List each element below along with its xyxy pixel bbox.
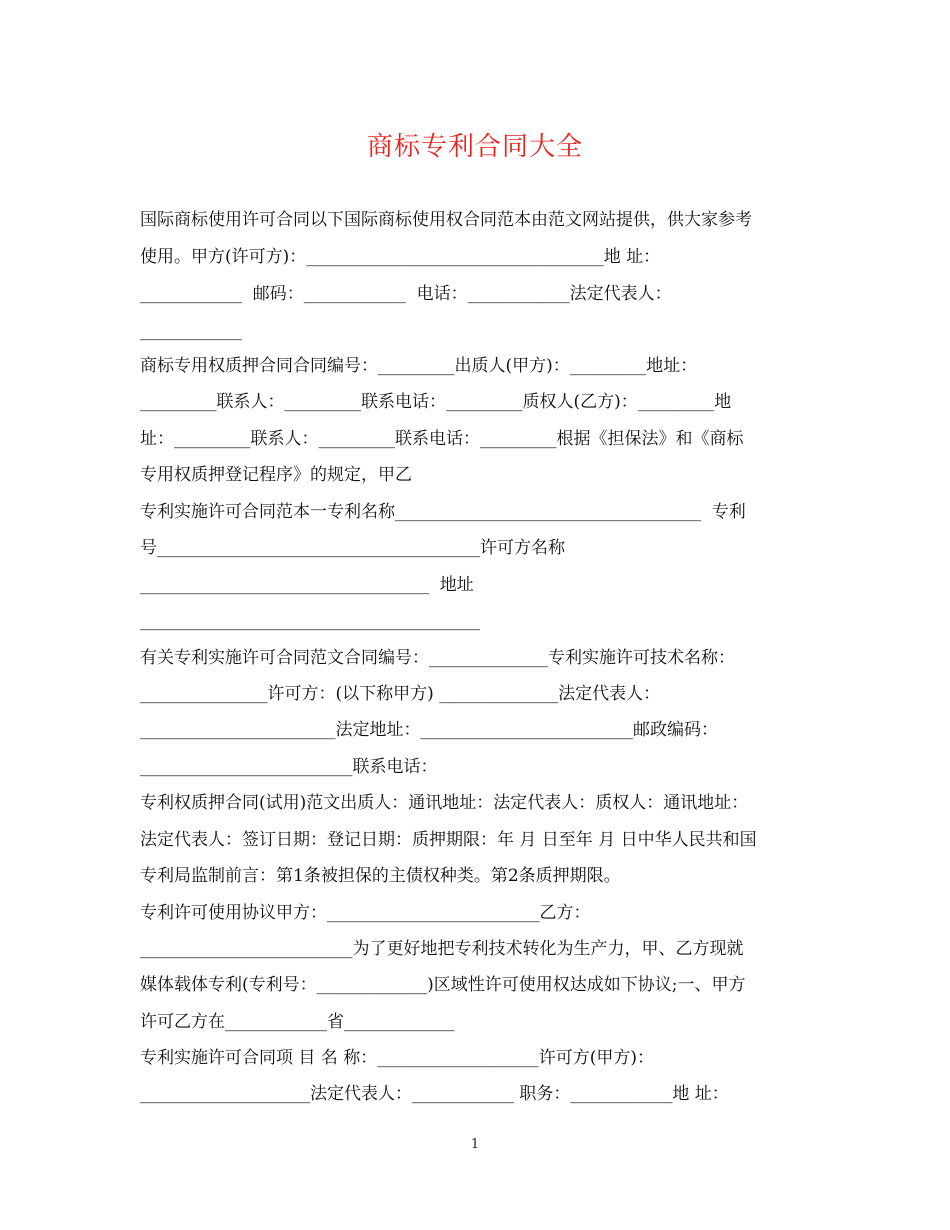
- body-line: _________联系人：_________联系电话：_________质权人(乙方)：_________地: [140, 392, 732, 412]
- body-line: 商标专用权质押合同合同编号：_________出质人(甲方)：_________地址：: [140, 356, 698, 376]
- body-line: 媒体载体专利(专利号：_____________)区域性许可使用权达成如下协议;一、甲方: [140, 975, 746, 995]
- body-line: 专利实施许可合同项 目 名 称：___________________许可方(甲方)：: [140, 1048, 654, 1068]
- body-line: 专利权质押合同(试用)范文出质人：通讯地址：法定代表人：质权人：通讯地址：: [140, 793, 749, 813]
- body-line: __________________________________ 地址: [140, 575, 474, 595]
- body-line: ____________ 邮码：____________ 电话：____________法定代表人：: [140, 284, 672, 304]
- body-line: 号______________________________________许可方名称: [140, 538, 565, 558]
- body-line: ____________________法定代表人：____________ 职务：____________地 址：: [140, 1084, 729, 1104]
- body-line: 许可乙方在____________省_____________: [140, 1012, 455, 1032]
- body-line: 法定代表人：签订日期：登记日期：质押期限：年 月 日至年 月 日中华人民共和国: [140, 830, 757, 850]
- body-line: _________________________为了更好地把专利技术转化为生产力，甲、乙方现就: [140, 939, 744, 959]
- body-line: 专利实施许可合同范本一专利名称____________________________________ 专利: [140, 502, 746, 522]
- body-line: _______________许可方：(以下称甲方) ______________法定代表人：: [140, 684, 661, 704]
- body-line: 有关专利实施许可合同范文合同编号：______________专利实施许可技术名称：: [140, 648, 735, 668]
- body-line: _________________________联系电话：: [140, 757, 438, 777]
- body-line: 国际商标使用许可合同以下国际商标使用权合同范本由范文网站提供，供大家参考: [140, 210, 752, 230]
- body-line: ____________: [140, 321, 242, 341]
- body-line: ________________________________________: [140, 611, 480, 631]
- body-line: _______________________法定地址：_________________________邮政编码：: [140, 720, 718, 740]
- body-line: 专利局监制前言：第1条被担保的主债权种类。第2条质押期限。: [140, 866, 621, 886]
- page-number: 1: [470, 1137, 480, 1152]
- body-line: 址：_________联系人：_________联系电话：_________根据《担保法》和《商标: [140, 429, 744, 449]
- body-line: 使用。甲方(许可方)：___________________________________地 址：: [140, 247, 661, 267]
- body-line: 专用权质押登记程序》的规定，甲乙: [140, 465, 412, 485]
- document-title: 商标专利合同大全: [366, 132, 583, 162]
- body-line: 专利许可使用协议甲方：_________________________乙方：: [140, 903, 591, 923]
